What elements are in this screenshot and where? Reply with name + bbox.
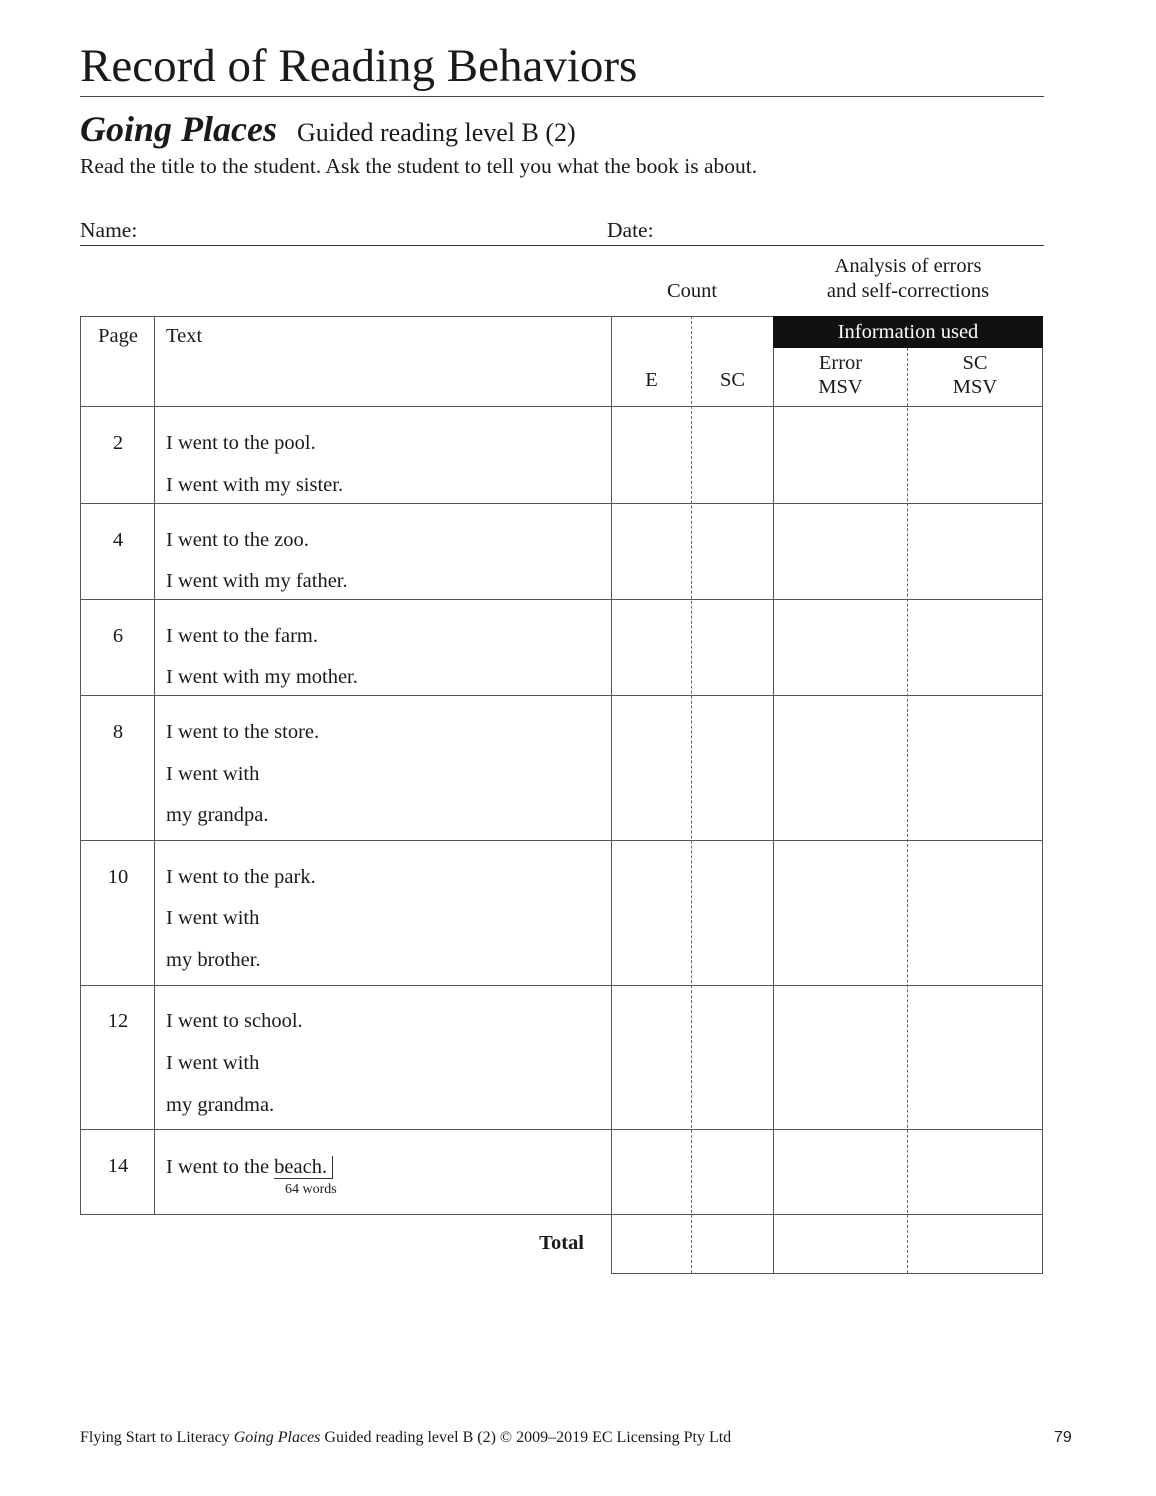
row-page-number: 8 <box>112 721 124 743</box>
row-divider <box>80 503 1043 504</box>
analysis-heading-line2: and self-corrections <box>826 280 990 302</box>
analysis-heading-line1: Analysis of errors <box>834 255 982 277</box>
row-text-line: my brother. <box>166 949 261 971</box>
name-label: Name: <box>80 218 138 242</box>
row-text-line: I went with my father. <box>166 570 348 592</box>
analysis-heading <box>773 254 1043 304</box>
row-text-line: I went to school. <box>166 1010 303 1032</box>
page-number: 79 <box>1054 1429 1072 1446</box>
header-error-msv-line1: Error <box>818 352 863 374</box>
column-divider <box>611 316 612 1273</box>
row-page-number: 10 <box>107 866 129 888</box>
row-divider <box>80 985 1043 986</box>
row-text-line <box>166 1155 333 1179</box>
footer-book-title: Going Places <box>233 1429 321 1446</box>
row-text-line: I went to the store. <box>166 721 320 743</box>
row-divider <box>80 840 1043 841</box>
date-label: Date: <box>607 218 654 242</box>
column-divider <box>773 316 774 1273</box>
row-text-line: I went to the farm. <box>166 625 318 647</box>
row-text-line: I went to the park. <box>166 866 316 888</box>
row-text-line: I went with my mother. <box>166 666 358 688</box>
footer-credit <box>80 1427 731 1449</box>
table-border-right <box>1042 316 1043 1273</box>
row-text-line: I went to the zoo. <box>166 529 309 551</box>
row-text-line: I went to the pool. <box>166 432 316 454</box>
header-sc-msv-line1: SC <box>962 352 988 374</box>
header-self-corrections: SC <box>719 369 746 391</box>
header-sc-msv-line2: MSV <box>952 376 998 398</box>
row-text-last-word: beach. <box>274 1156 333 1179</box>
row-text-line: I went with <box>166 1052 260 1074</box>
row-page-number: 14 <box>107 1155 129 1177</box>
row-divider <box>80 1214 1043 1215</box>
row-divider <box>80 599 1043 600</box>
row-text-line: I went with <box>166 907 260 929</box>
header-text: Text <box>166 325 203 347</box>
row-text-line: I went with <box>166 763 260 785</box>
header-page: Page <box>98 325 138 347</box>
row-text-prefix: I went to the <box>166 1156 270 1178</box>
row-divider <box>80 1129 1043 1130</box>
row-divider <box>80 406 1043 407</box>
page-title: Record of Reading Behaviors <box>80 40 638 92</box>
row-text-line: my grandma. <box>166 1094 275 1116</box>
table-border-top <box>80 316 773 317</box>
count-heading: Count <box>666 280 718 302</box>
book-title: Going Places <box>80 109 277 149</box>
column-divider-dashed <box>691 316 692 1273</box>
column-divider-dashed <box>907 348 908 1273</box>
row-page-number: 12 <box>107 1010 129 1032</box>
total-label: Total <box>539 1232 584 1254</box>
header-sc-msv <box>908 351 1042 399</box>
table-border-bottom <box>611 1273 1043 1274</box>
row-divider <box>80 695 1043 696</box>
footer-series: Flying Start to Literacy <box>80 1429 230 1446</box>
header-error-msv-line2: MSV <box>818 376 863 398</box>
footer-copyright: Guided reading level B (2) © 2009–2019 EC Licensing Pty Ltd <box>324 1429 732 1446</box>
title-rule <box>80 96 1044 97</box>
name-date-rule <box>80 245 1044 246</box>
row-text-line: my grandpa. <box>166 804 269 826</box>
header-error-msv <box>774 351 907 399</box>
instruction-text: Read the title to the student. Ask the student to tell you what the book is about. <box>80 154 758 178</box>
header-errors: E <box>645 369 658 391</box>
reading-level: Guided reading level B (2) <box>296 118 576 147</box>
word-count-note: 64 words <box>285 1182 337 1197</box>
row-text-line: I went with my sister. <box>166 474 344 496</box>
row-page-number: 2 <box>112 432 124 454</box>
information-used-header: Information used <box>773 316 1043 348</box>
row-page-number: 4 <box>112 529 124 551</box>
row-page-number: 6 <box>112 625 124 647</box>
